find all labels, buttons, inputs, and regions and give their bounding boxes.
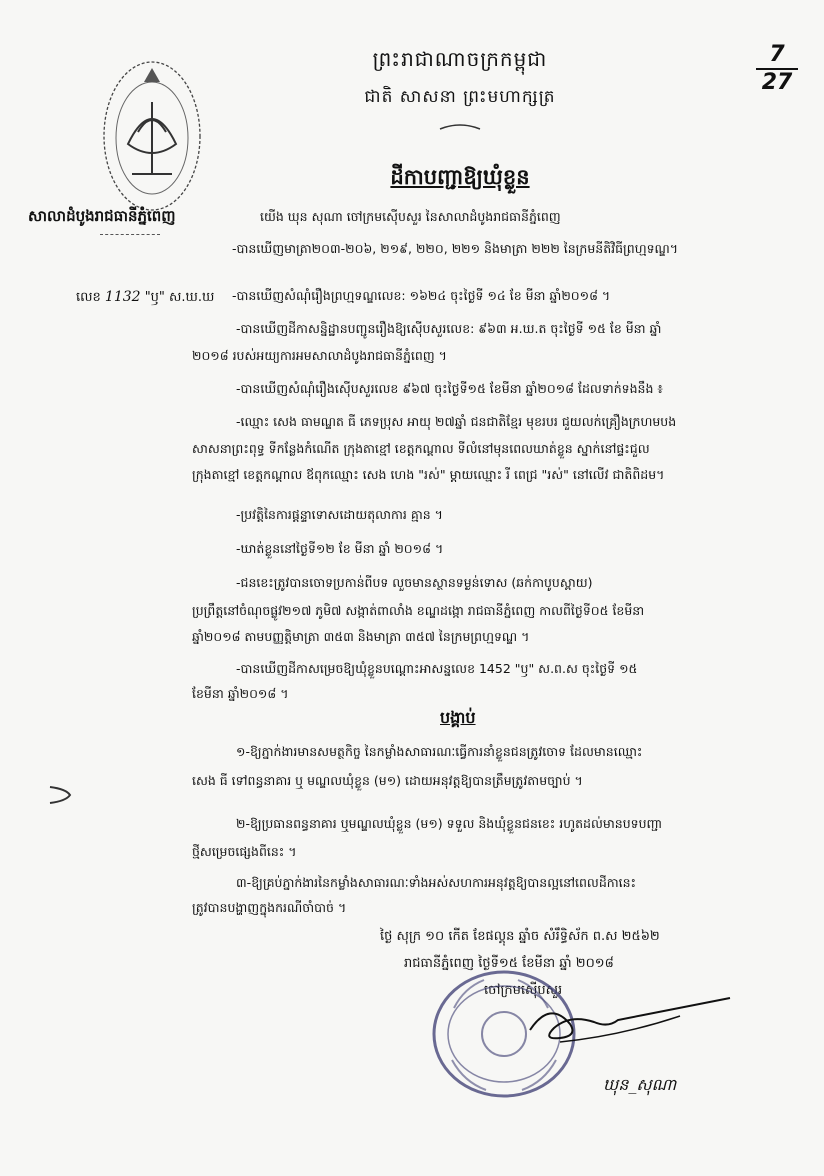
body-line: ២០១៨ របស់អយ្យការអមសាលាដំបូងរាជធានីភ្នំពេញ ។ <box>192 348 447 363</box>
body-line: -បានឃើញសំណុំរឿងស៊ើបសួរលេខ ៩៦៧ ចុះថ្ងៃទី១៥ ខែមីនា ឆ្នាំ២០១៨ ដែលទាក់ទងនឹង ៖ <box>236 381 663 396</box>
date-solar: រាជធានីភ្នំពេញ ថ្ងៃទី១៥ ខែមីនា ឆ្នាំ ២០១៨ <box>404 956 614 971</box>
ref-suffix: "ឫ" ស.ឃ.ឃ <box>144 290 215 305</box>
date-lunar: ថ្ងៃ សុក្រ ១០ កើត ខែផល្គុន ឆ្នាំច សំរឹទ្ធិស័ក ព.ស ២៥៦២ <box>380 929 660 944</box>
ornament-divider-icon <box>438 124 482 134</box>
ref-label: លេខ <box>76 290 101 305</box>
order-line: ២-ឱ្យប្រធានពន្ធនាគារ ឬមណ្ឌលឃុំខ្លួន (ម១) ទទួល និងឃុំខ្លួនជនខេះ រហូតដល់មានបទបញ្ជា <box>236 816 663 831</box>
body-line: -ឈ្មោះ សេង ធាមណ្ឌត ធី ភេទប្រុស អាយុ ២៧ឆ្នាំ ជនជាតិខ្មែរ មុខរបរ ជួយលក់គ្រឿងក្រហមបង <box>236 414 677 429</box>
body-line: សាសនាព្រះពុទ្ធ ទីកន្លែងកំណើត ក្រុងតាខ្មៅ ខេត្តកណ្ដាល ទីលំនៅមុនពេលឃាត់ខ្លួន ស្នាក់នៅផ្ទះជួល <box>192 441 650 456</box>
page-number-bottom: 27 <box>761 70 793 95</box>
order-line: សេង ធី ទៅពន្ធនាគារ ឬ មណ្ឌលឃុំខ្លួន (ម១) ដោយអនុវត្តឱ្យបានត្រឹមត្រូវតាមច្បាប់ ។ <box>192 773 583 788</box>
ref-number: 1132 <box>104 289 141 305</box>
signer-title: ចៅក្រមស៊ើបសួរ <box>484 983 563 998</box>
intro-line: យើង ឃុន សុណា ចៅក្រមស៊ើបសួរ នៃសាលាដំបូងរាជធានីភ្នំពេញ <box>260 209 561 224</box>
signature-icon <box>520 990 740 1060</box>
body-line: -ឃាត់ខ្លួននៅថ្ងៃទី១២ ខែ មីនា ឆ្នាំ ២០១៨ ។ <box>236 541 444 556</box>
org-name: សាលាដំបូងរាជធានីភ្នំពេញ <box>28 207 176 225</box>
order-line: ១-ឱ្យភ្នាក់ងារមានសមត្ថកិច្ច នៃកម្លាំងសាធារណៈធ្វើការនាំខ្លួនជនត្រូវចោទ ដែលមានឈ្មោះ <box>236 744 643 759</box>
order-line: ថ្មីសម្រេចផ្សេងពីនេះ ។ <box>192 844 297 859</box>
body-line: -បានឃើញដីកាសម្រេចឱ្យឃុំខ្លួនបណ្ដោះអាសន្នលេខ 1452 "ឫ" ស.ព.ស ចុះថ្ងៃទី ១៥ <box>236 661 638 676</box>
national-motto: ជាតិ សាសនា ព្រះមហាក្សត្រ <box>364 87 556 107</box>
order-line: ត្រូវបានបង្ហាញក្នុងករណីចាំបាច់ ។ <box>192 900 347 915</box>
body-line: ក្រុងតាខ្មៅ ខេត្តកណ្ដាល ឪពុកឈ្មោះ សេង ហេង "រស់" ម្ដាយឈ្មោះ រី ពេជ្រ "រស់" នៅលើវ ជាតិពិដម។ <box>192 467 665 482</box>
order-line: ៣-ឱ្យគ្រប់ភ្នាក់ងារនៃកម្លាំងសាធារណៈទាំងអស់សហការអនុវត្តឱ្យបានល្អនៅពេលដីកានេះ <box>236 875 637 890</box>
page-number-top: 7 <box>769 42 785 67</box>
body-line: -ប្រវត្តិនៃការផ្ដន្ទាទោសដោយតុលាការ គ្មាន ។ <box>236 507 443 522</box>
page-number <box>752 44 802 94</box>
body-line: -ជនខេះត្រូវបានចោទប្រកាន់ពីបទ លួចមានស្ថានទម្ងន់ទោស (ឆក់កាបូបស្ពាយ) <box>236 575 593 590</box>
body-line: -បានឃើញមាត្រា២០៣-២០៦, ២១៩, ២២០, ២២១ និងមាត្រា ២២២ នៃក្រមនីតិវិធីព្រហ្មទណ្ឌ។ <box>232 241 679 256</box>
document-title: ដីកាបញ្ជាឱ្យឃុំខ្លួន <box>390 165 530 189</box>
margin-mark-icon <box>46 783 76 807</box>
court-emblem-icon <box>98 44 206 212</box>
body-line: -បានឃើញសំណុំរឿងព្រហ្មទណ្ឌលេខ: ១៦២៤ ចុះថ្ងៃទី ១៤ ខែ មីនា ឆ្នាំ២០១៨ ។ <box>232 288 611 303</box>
org-underline <box>100 234 160 235</box>
body-line: ខែមីនា ឆ្នាំ២០១៨ ។ <box>192 686 289 701</box>
body-line: ឆ្នាំ២០១៨ តាមបញ្ញត្តិមាត្រា ៣៥៣ និងមាត្រា ៣៥៧ នៃក្រមព្រហ្មទណ្ឌ ។ <box>192 629 530 644</box>
section-heading: បង្គាប់ <box>440 708 476 727</box>
kingdom-heading: ព្រះរាជាណាចក្រកម្ពុជា <box>372 47 548 71</box>
reference-number <box>76 289 214 308</box>
body-line: ប្រព្រឹត្តនៅចំណុចផ្លូវ២១៧ ភូមិ៧ សង្កាត់ពាលាំង ខណ្ឌដង្កោ រាជធានីភ្នំពេញ កាលពីថ្ងៃទី០៥ ខែមីនា <box>192 603 645 618</box>
signer-name: ឃុន_សុណា <box>603 1075 677 1094</box>
body-line: -បានឃើញដីកាសន្និដ្ឋានបញ្ជូនរឿងឱ្យស៊ើបសួរលេខ: ៩៦៣ អ.ឃ.ត ចុះថ្ងៃទី ១៥ ខែ មីនា ឆ្នាំ <box>236 321 662 336</box>
